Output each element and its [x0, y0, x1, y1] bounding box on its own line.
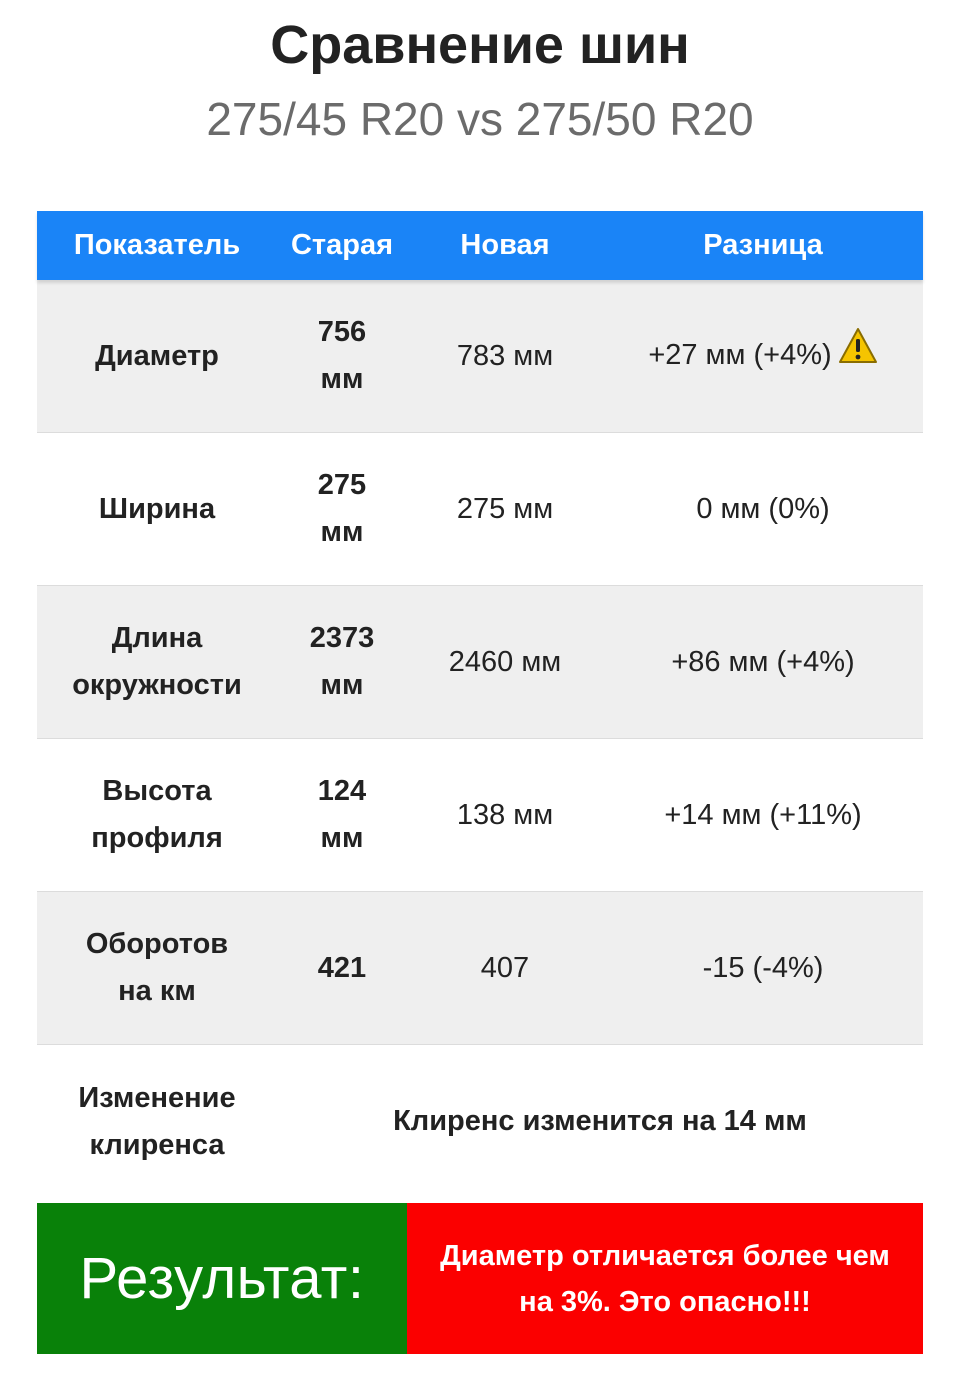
old-value: 124 мм	[317, 775, 367, 854]
header-difference: Разница	[703, 229, 823, 261]
table-row-circumference	[37, 586, 923, 739]
header-indicator: Показатель	[73, 229, 241, 261]
old-value: 421	[317, 951, 367, 984]
difference-value: 0 мм (0%)	[696, 492, 830, 525]
page-title: Сравнение шин	[270, 15, 690, 75]
table-header	[37, 211, 923, 280]
result-label: Результат:	[37, 1203, 407, 1354]
new-value: 2460 мм	[448, 645, 562, 678]
table-row-clearance	[37, 1045, 923, 1198]
difference-value: +14 мм (+11%)	[664, 798, 862, 831]
row-label: Оборотов на км	[85, 928, 229, 1007]
result-message: Диаметр отличается более чем на 3%. Это опасно!!!	[407, 1203, 923, 1354]
new-value: 275 мм	[456, 492, 554, 525]
new-value: 783 мм	[456, 339, 554, 372]
row-label: Изменение клиренса	[78, 1081, 236, 1161]
header-new: Новая	[460, 229, 550, 261]
row-label: Длина окружности	[72, 622, 242, 701]
row-label: Диаметр	[95, 339, 219, 372]
old-value: 756 мм	[317, 316, 367, 395]
page-subtitle: 275/45 R20 vs 275/50 R20	[206, 93, 754, 145]
row-label: Ширина	[98, 492, 216, 525]
new-value: 407	[480, 951, 530, 984]
comparison-table	[37, 211, 923, 1198]
table-row-width	[37, 433, 923, 586]
row-label: Высота профиля	[91, 775, 223, 854]
table-row-diameter	[37, 280, 923, 433]
difference-value: +27 мм (+4%)	[603, 332, 923, 380]
header-old: Старая	[290, 229, 394, 261]
new-value: 138 мм	[456, 798, 554, 831]
clearance-value: Клиренс изменится на 14 мм	[393, 1105, 807, 1137]
difference-value: +86 мм (+4%)	[671, 645, 855, 678]
warning-icon	[838, 327, 878, 380]
table-row-profile-height	[37, 739, 923, 892]
old-value: 2373 мм	[309, 622, 375, 701]
result-banner	[37, 1203, 923, 1354]
old-value: 275 мм	[317, 469, 367, 548]
difference-value: -15 (-4%)	[702, 951, 824, 984]
table-row-revolutions	[37, 892, 923, 1045]
